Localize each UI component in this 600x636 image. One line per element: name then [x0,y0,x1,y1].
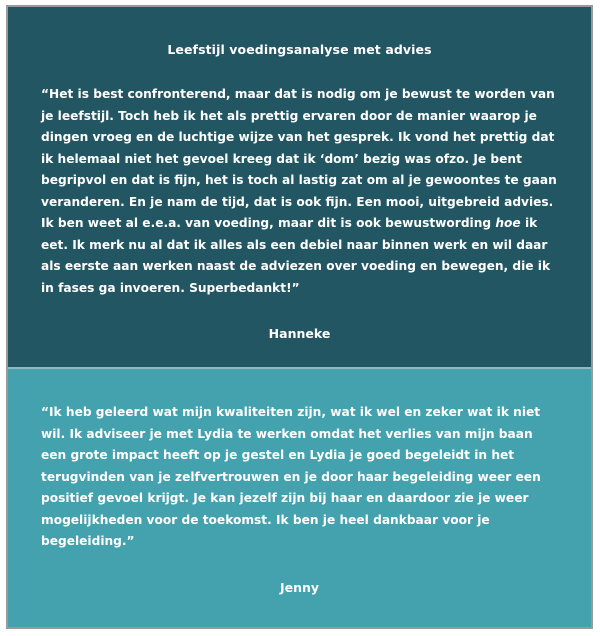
quote-emphasis: hoe [495,216,521,230]
testimonial-author-hanneke: Hanneke [268,326,331,341]
testimonial-quote-hanneke [41,84,561,299]
quote-text-part: “Het is best confronterend, maar dat is nodig om je bewust te worden van je leefstijl. Toch heb ik het als prettig ervaren door de manier waarop je dingen vroeg en de luchtige wijze van het gesprek. Ik vond het prettig dat ik helemaal niet het gevoel kreeg dat ik ‘dom’ bezig was ofzo. Je bent begripvol en dat is fijn, het is toch al lastig zat om al je gewoontes te gaan veranderen. En je nam de tijd, dat is ook fijn. Een mooi, uitgebreid advies. Ik ben weet al e.e.a. van voeding, maar dit is ook bewustwording [41,87,557,230]
testimonials-box [6,5,593,629]
testimonial-quote-jenny: “Ik heb geleerd wat mijn kwaliteiten zijn, wat ik wel en zeker wat ik niet wil. Ik adviseer je met Lydia te werken omdat het verlies van mijn baan een grote impact heeft op je gestel en Lydia je goed begeleidt in het terugvinden van je zelfvertrouwen en je door haar begeleiding weer een positief gevoel krijgt. Je kan jezelf zijn bij haar en daardoor zie je weer mogelijkheden voor de toekomst. Ik ben je heel dankbaar voor je begeleiding.” [41,405,541,548]
testimonial-title: Leefstijl voedingsanalyse met advies [167,42,432,57]
quote-text-part: ik eet. Ik merk nu al dat ik alles als een debiel naar binnen werk en wil daar als eerste aan werken naast de adviezen over voeding en bewegen, die ik in fases ga invoeren. Superbedankt!” [41,216,551,295]
testimonial-author-jenny: Jenny [279,580,320,595]
testimonial-panel-hanneke [8,7,591,369]
testimonial-panel-jenny [8,369,591,627]
